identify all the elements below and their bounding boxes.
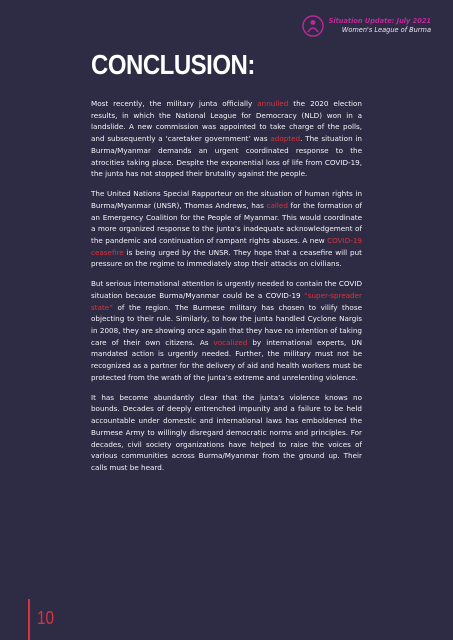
page-number-bar [28,599,30,640]
section-title: CONCLUSION: [91,50,255,82]
paragraph-4: It has become abundantly clear that the junta’s violence knows no bounds. Decades of deeply entrenched impunity and a failure to be held accountable under domestic and international laws has emboldened the Burmese Army to willingly disregard democratic norms and principles. For decades, civil society organizations have helped to raise the voices of various communities across Burma/Myanmar from the ground up. Their calls must be heard. [91,392,362,472]
link-covid-ceasefire[interactable]: COVID-19 ceasefire [91,235,362,257]
paragraph-2: The United Nations Special Rapporteur on the situation of human rights in Burma/Myanmar (UNSR), Thomas Andrews, has called for the formation of an Emergency Coalition for the People of Myanmar. This would coordinate a more organized response to the junta’s inadequate acknowledgement of the pandemic and continuation of rampant rights abuses. A new COVID-19 ceasefire is being urged by the UNSR. They hope that a ceasefire will put pressure on the regime to immediately stop their attacks on civilians. [91,189,362,269]
link-adopted[interactable]: adopted [270,134,301,144]
header-report-title: Situation Update: July 2021 [328,17,431,25]
wlb-logo-icon [301,14,325,38]
body-text [91,98,362,482]
link-called[interactable]: called [266,200,288,210]
link-super-spreader-state[interactable]: “super-spreader state” [91,290,362,312]
link-annulled[interactable]: annulled [257,99,289,108]
header-organization: Women's League of Burma [341,26,431,34]
paragraph-1: Most recently, the military junta officially annulled the 2020 election results, in which the National League for Democracy (NLD) won in a landslide. A new commission was appointed to take charge of the polls, and subsequently a ‘caretaker government’ was adopted. The situation in Burma/Myanmar demands an urgent coordinated response to the atrocities taking place. Despite the exponential loss of life from COVID-19, the junta has not stopped their brutality against the people. [91,99,362,179]
page-number: 10 [37,608,55,628]
paragraph-3: But serious international attention is urgently needed to contain the COVID situation because Burma/Myanmar could be a COVID-19 “super-spreader state” of the region. The Burmese military has chosen to vilify those objecting to their rule. Similarly, to how the junta handled Cyclone Nargis in 2008, they are showing once again that they have no intention of taking care of their own citizens. As vocalized by international experts, UN mandated action is urgently needed. Further, the military must not be recognized as a partner for the delivery of aid and health workers must be protected from the wrath of the junta’s extreme and unrelenting violence. [91,279,362,382]
link-vocalized[interactable]: vocalized [213,337,248,347]
page-header [301,14,431,38]
